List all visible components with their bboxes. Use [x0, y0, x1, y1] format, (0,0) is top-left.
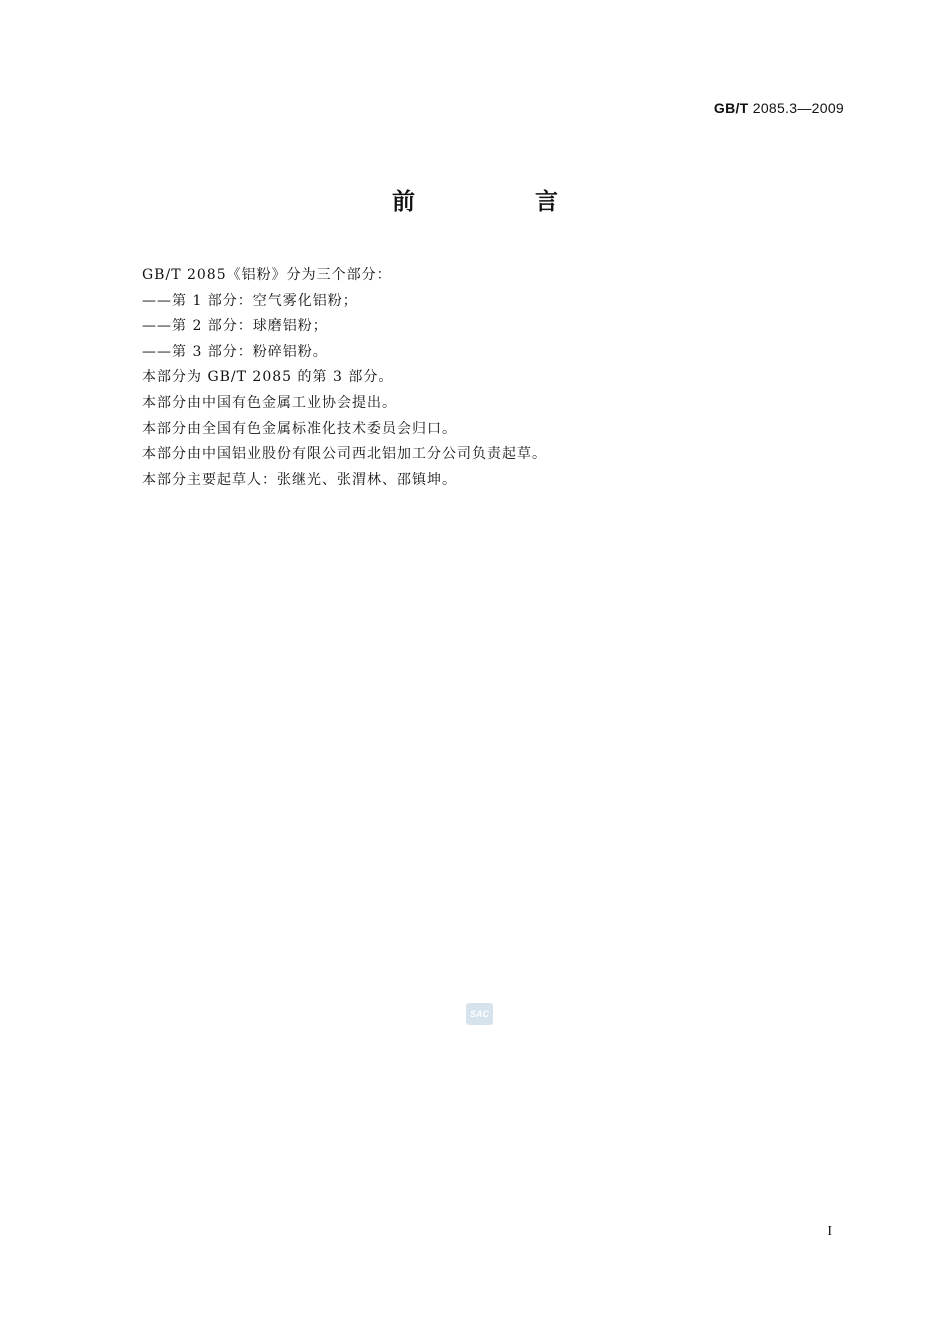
watermark-text: SAC — [466, 1003, 493, 1025]
sac-watermark-logo — [466, 1003, 493, 1025]
paragraph: 本部分由中国有色金属工业协会提出。 — [142, 394, 397, 411]
standard-number: 2085.3—2009 — [752, 100, 844, 116]
paragraph: 本部分主要起草人：张继光、张渭林、邵镇坤。 — [142, 471, 457, 488]
list-item: ——第 1 部分：空气雾化铝粉； — [142, 292, 358, 309]
page-title: 前 言 — [391, 189, 614, 215]
page-number: I — [827, 1224, 832, 1239]
preface-body — [142, 263, 822, 493]
list-item: ——第 3 部分：粉碎铝粉。 — [142, 343, 328, 360]
paragraph: 本部分由中国铝业股份有限公司西北铝加工分公司负责起草。 — [142, 446, 547, 463]
standard-prefix: GB/T — [713, 100, 749, 116]
paragraph: GB/T 2085《铝粉》分为三个部分： — [142, 267, 392, 283]
paragraph: 本部分由全国有色金属标准化技术委员会归口。 — [142, 420, 457, 437]
paragraph: 本部分为 GB/T 2085 的第 3 部分。 — [142, 369, 394, 386]
list-item: ——第 2 部分：球磨铝粉； — [142, 318, 328, 335]
standard-code — [714, 100, 844, 116]
